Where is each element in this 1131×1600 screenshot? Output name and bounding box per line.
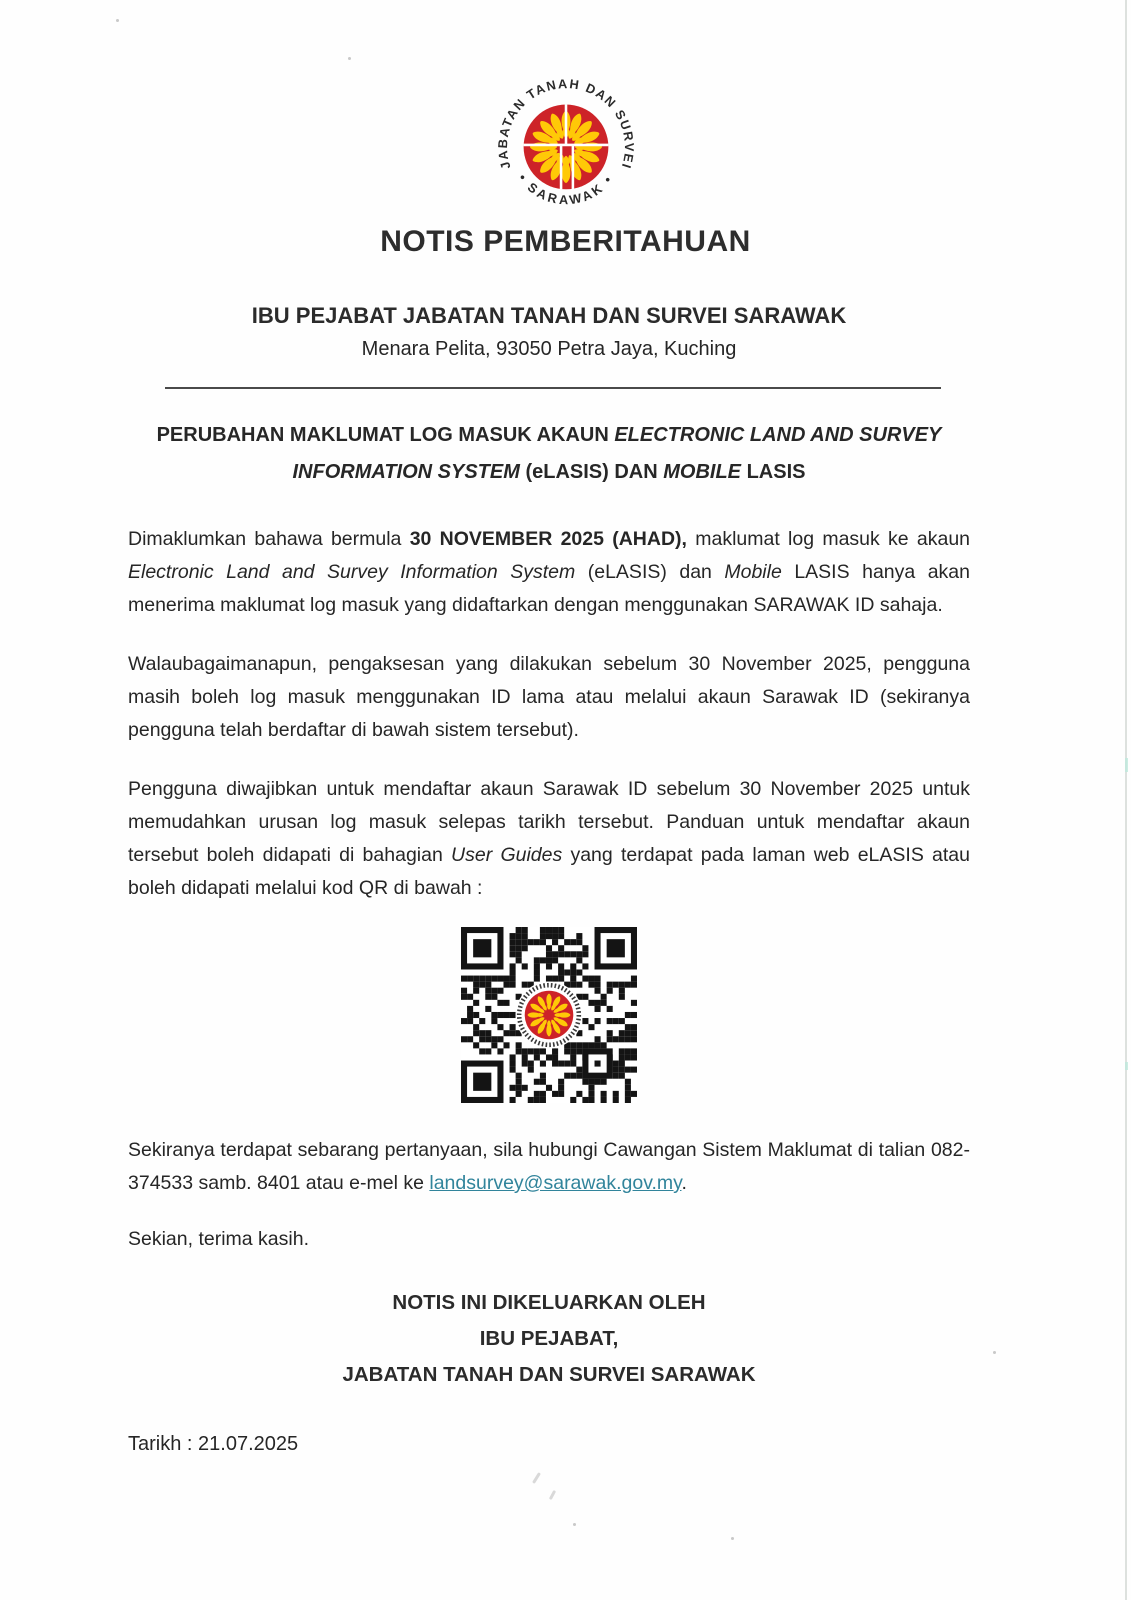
logo-arc-bottom-text: • SARAWAK • xyxy=(514,170,617,208)
subject-heading xyxy=(128,417,970,491)
org-address: Menara Pelita, 93050 Petra Jaya, Kuching xyxy=(361,338,737,360)
issued-by-block xyxy=(128,1285,970,1393)
subject-line-1 xyxy=(128,417,970,454)
scan-edge-tint xyxy=(1125,758,1128,772)
logo-arc-top-text: JABATAN TANAH DAN SURVEI xyxy=(494,75,637,172)
text-segment: ELECTRONIC LAND AND SURVEY xyxy=(614,424,942,446)
email-link[interactable]: landsurvey@sarawak.gov.my xyxy=(429,1172,682,1194)
scan-speckle xyxy=(731,1537,734,1540)
org-name: IBU PEJABAT JABATAN TANAH DAN SURVEI SARAWAK xyxy=(251,303,847,328)
text-segment: Pengguna diwajibkan untuk mendaftar akaun Sarawak ID sebelum 30 November 2025 untuk memudahkan urusan log masuk selepas tarikh tersebut. Panduan untuk mendaftar akaun tersebut boleh didapati di bahagian xyxy=(128,778,970,866)
qr-code xyxy=(461,927,637,1103)
issued-by-line-1: NOTIS INI DIKELUARKAN OLEH xyxy=(392,1291,706,1314)
issued-by-line-2: IBU PEJABAT, xyxy=(479,1327,619,1350)
closing-text: Sekian, terima kasih. xyxy=(128,1228,309,1250)
paragraph-registration xyxy=(128,773,970,905)
subject-line-2 xyxy=(128,454,970,491)
logo-container xyxy=(0,72,1131,215)
header-divider xyxy=(165,387,941,389)
text-segment: MOBILE xyxy=(663,461,742,483)
page-title: NOTIS PEMBERITAHUAN xyxy=(380,225,751,258)
text-segment: PERUBAHAN MAKLUMAT LOG MASUK AKAUN xyxy=(156,424,615,446)
text-segment: LASIS hanya akan menerima maklumat log masuk yang didaftarkan dengan menggunakan SARAWAK ID sahaja. xyxy=(128,561,970,616)
paragraph-contact xyxy=(128,1134,970,1200)
text-segment: Mobile xyxy=(724,561,782,583)
scan-edge-artifact xyxy=(1125,0,1127,1600)
text-segment: (eLASIS) dan xyxy=(575,561,725,583)
text-segment: LASIS xyxy=(741,461,806,483)
text-segment: Electronic Land and Survey Information System xyxy=(128,561,576,583)
scan-speckle xyxy=(116,19,119,22)
scan-speckle xyxy=(348,57,351,60)
text-segment: 30 NOVEMBER 2025 (AHAD), xyxy=(409,528,687,550)
qr-center-logo-icon xyxy=(516,982,583,1049)
paragraph-announcement xyxy=(128,523,970,622)
text-segment: INFORMATION SYSTEM xyxy=(292,461,520,483)
issued-by-line-3: JABATAN TANAH DAN SURVEI SARAWAK xyxy=(342,1363,756,1386)
scan-speckle xyxy=(993,1351,996,1354)
paragraph-transition xyxy=(128,648,970,747)
scan-smudge xyxy=(549,1490,556,1500)
text-segment: Walaubagaimanapun, pengaksesan yang dilakukan sebelum 30 November 2025, pengguna masih boleh log masuk menggunakan ID lama atau melalui akaun Sarawak ID (sekiranya pengguna telah berdaftar di bawah sistem tersebut). xyxy=(128,653,970,741)
department-logo-icon xyxy=(487,72,645,210)
scan-speckle xyxy=(573,1523,576,1526)
text-segment: Dimaklumkan bahawa bermula xyxy=(128,528,410,550)
text-segment: . xyxy=(681,1172,687,1194)
text-segment: (eLASIS) DAN xyxy=(519,461,664,483)
date-line: Tarikh : 21.07.2025 xyxy=(128,1433,299,1455)
text-segment: Sekiranya terdapat sebarang pertanyaan, sila hubungi Cawangan Sistem Maklumat di talian 082-374533 samb. 8401 atau e-mel ke xyxy=(128,1139,970,1194)
text-segment: yang terdapat pada laman web eLASIS atau boleh didapati melalui kod QR di bawah : xyxy=(128,844,971,899)
qr-code-container xyxy=(128,927,970,1108)
scan-smudge xyxy=(532,1472,541,1484)
text-segment: User Guides xyxy=(451,844,563,866)
text-segment: maklumat log masuk ke akaun xyxy=(686,528,971,550)
scan-edge-tint xyxy=(1125,1062,1128,1070)
